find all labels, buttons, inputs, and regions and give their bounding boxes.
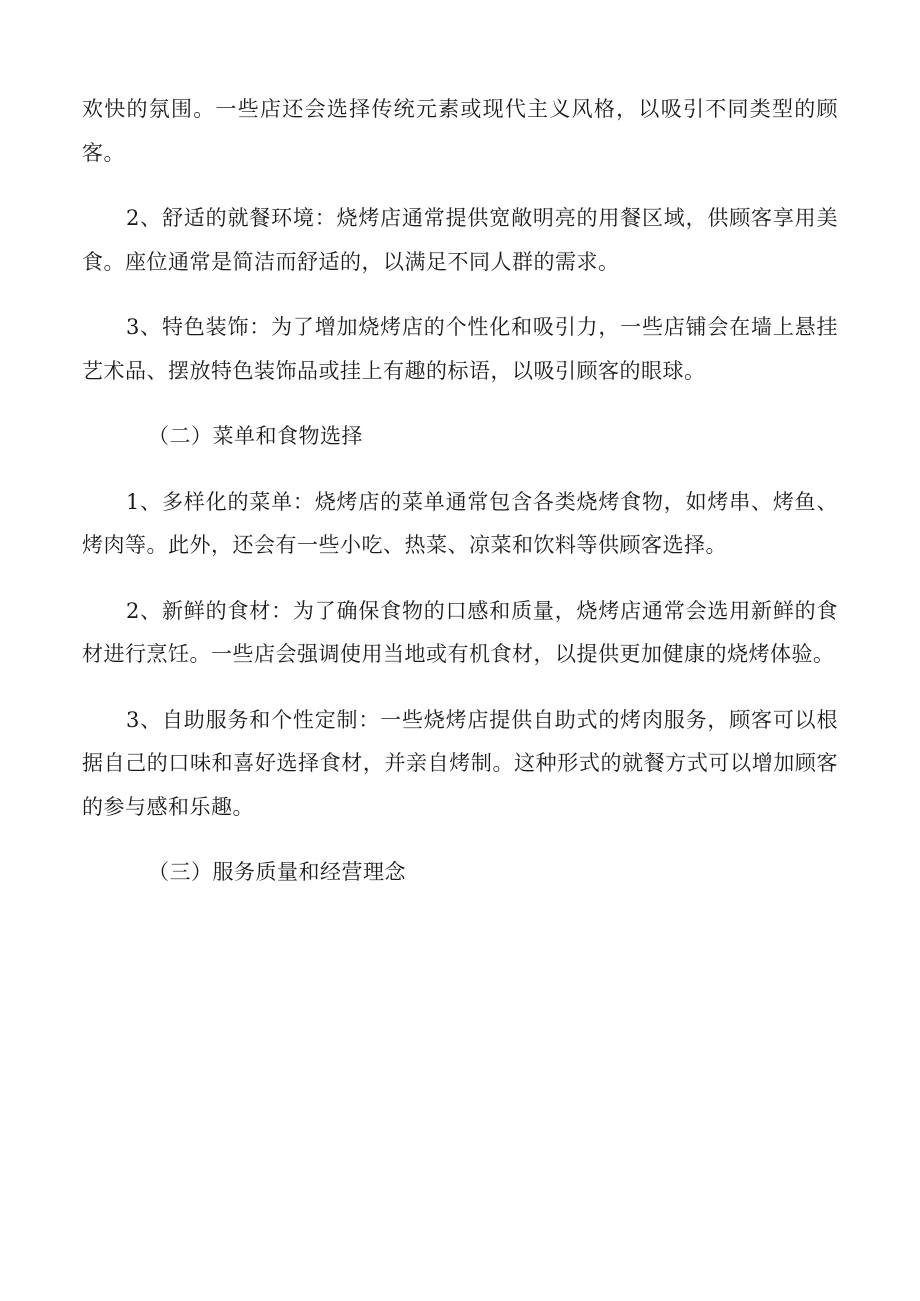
section-heading-service: （三）服务质量和经营理念 <box>148 860 406 884</box>
section-heading-menu: （二）菜单和食物选择 <box>148 424 363 448</box>
paragraph-dining-environment: 2、舒适的就餐环境：烧烤店通常提供宽敞明亮的用餐区域，供顾客享用美食。座位通常是简洁而舒适的，以满足不同人群的需求。 <box>82 206 838 274</box>
paragraph-diverse-menu: 1、多样化的菜单：烧烤店的菜单通常包含各类烧烤食物，如烤串、烤鱼、烤肉等。此外，还会有一些小吃、热菜、凉菜和饮料等供顾客选择。 <box>82 489 838 557</box>
paragraph-continuation: 欢快的氛围。一些店还会选择传统元素或现代主义风格，以吸引不同类型的顾客。 <box>82 97 838 165</box>
paragraph-decoration: 3、特色装饰：为了增加烧烤店的个性化和吸引力，一些店铺会在墙上悬挂艺术品、摆放特色装饰品或挂上有趣的标语，以吸引顾客的眼球。 <box>82 315 838 383</box>
paragraph-self-service: 3、自助服务和个性定制：一些烧烤店提供自助式的烤肉服务，顾客可以根据自己的口味和喜好选择食材，并亲自烤制。这种形式的就餐方式可以增加顾客的参与感和乐趣。 <box>82 707 838 819</box>
paragraph-fresh-ingredients: 2、新鲜的食材：为了确保食物的口感和质量，烧烤店通常会选用新鲜的食材进行烹饪。一些店会强调使用当地或有机食材，以提供更加健康的烧烤体验。 <box>82 598 838 666</box>
document-page <box>82 88 838 917</box>
